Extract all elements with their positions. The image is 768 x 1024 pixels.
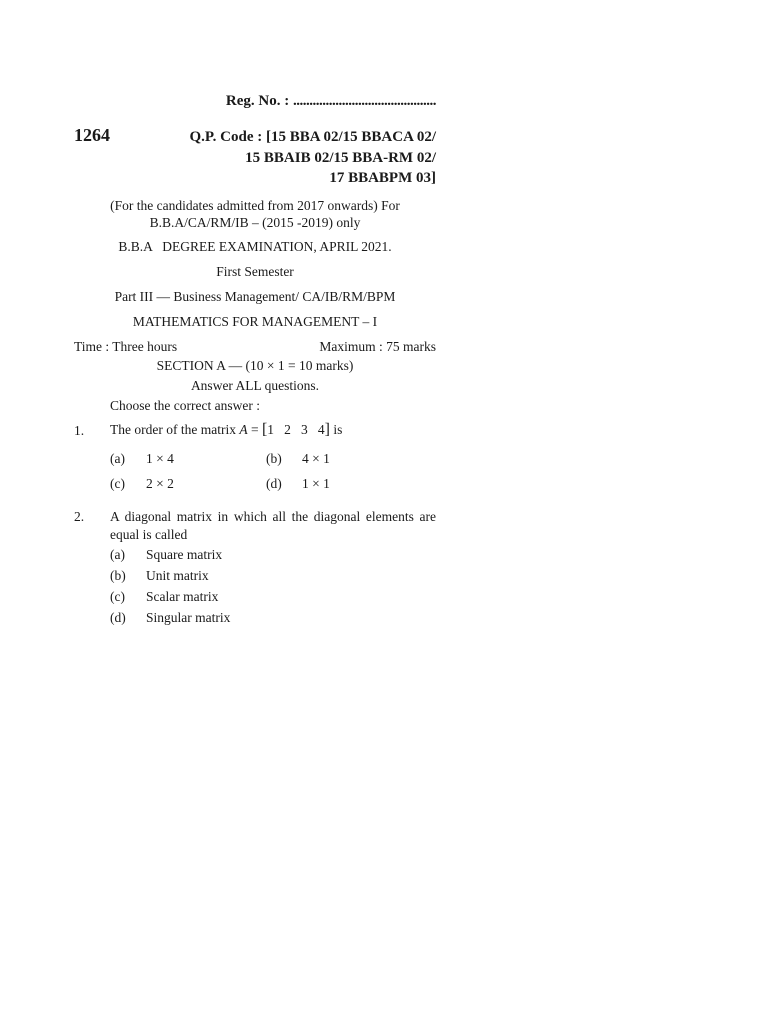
paper-code: 1264 [74,125,110,145]
option-text: 4 × 1 [302,451,330,466]
qp-code-line-3: 17 BBABPM 03] [329,170,436,186]
matrix-variable: A [239,422,248,437]
reg-number-line [226,93,436,110]
answer-all-instruction: Answer ALL questions. [190,378,320,393]
qp-code-line-2: 15 BBAIB 02/15 BBA-RM 02/ [245,149,436,166]
question-2-option-a[interactable] [110,547,222,563]
qp-code-line-1: Q.P. Code : [15 BBA 02/15 BBACA 02/ [189,129,436,145]
question-1-option-a[interactable] [110,451,174,467]
admission-note-line-2: B.B.A/CA/RM/IB – (2015 -2019) only [149,215,361,230]
question-2-text: A diagonal matrix in which all the diagonal elements are equal is called [110,509,436,542]
matrix-expression [239,422,333,437]
option-text: Scalar matrix [146,589,219,604]
option-label: (c) [110,476,125,491]
option-text: Unit matrix [146,568,209,583]
matrix-open-bracket: [ [261,421,268,438]
question-2-option-d[interactable] [110,610,230,626]
question-2-option-b[interactable] [110,568,209,584]
matrix-close-bracket: ] [324,421,330,438]
matrix-entries: 1 2 3 4 [267,422,325,437]
option-text: 1 × 4 [146,451,174,466]
matrix-equals: = [247,422,262,437]
time-allowed: Time : Three hours [74,339,178,354]
time-marks-row [74,339,436,355]
qp-code [189,127,436,189]
question-1-suffix: is [333,422,343,437]
exam-paper [74,0,436,1024]
choose-instruction: Choose the correct answer : [110,398,260,413]
question-1-prefix: The order of the matrix [110,422,236,437]
exam-title: B.B.A DEGREE EXAMINATION, APRIL 2021. [118,239,392,254]
admission-note [74,197,436,231]
option-label: (a) [110,547,125,562]
option-label: (b) [266,451,282,466]
option-text: 1 × 1 [302,476,330,491]
option-text: Singular matrix [146,610,231,625]
question-1-option-c[interactable] [110,476,174,492]
question-1-text [110,421,342,439]
option-label: (a) [110,451,125,466]
reg-label: Reg. No. : [225,93,290,109]
subject-title: MATHEMATICS FOR MANAGEMENT – I [132,314,378,329]
question-1-number: 1. [74,423,85,438]
option-text: 2 × 2 [146,476,174,491]
option-label: (b) [110,568,126,583]
question-2-option-c[interactable] [110,589,218,605]
option-label: (d) [110,610,126,625]
question-1-option-b[interactable] [266,451,330,467]
option-label: (d) [266,476,282,491]
maximum-marks: Maximum : 75 marks [319,339,436,354]
question-1-option-d[interactable] [266,476,330,492]
part-title: Part III — Business Management/ CA/IB/RM/BPM [114,289,396,304]
section-heading: SECTION A — (10 × 1 = 10 marks) [156,358,354,373]
question-2-number: 2. [74,509,85,524]
reg-dots: ............................................ [293,93,436,109]
semester: First Semester [216,264,294,279]
option-text: Square matrix [146,547,223,562]
admission-note-line-1: (For the candidates admitted from 2017 onwards) For [110,198,400,213]
option-label: (c) [110,589,125,604]
